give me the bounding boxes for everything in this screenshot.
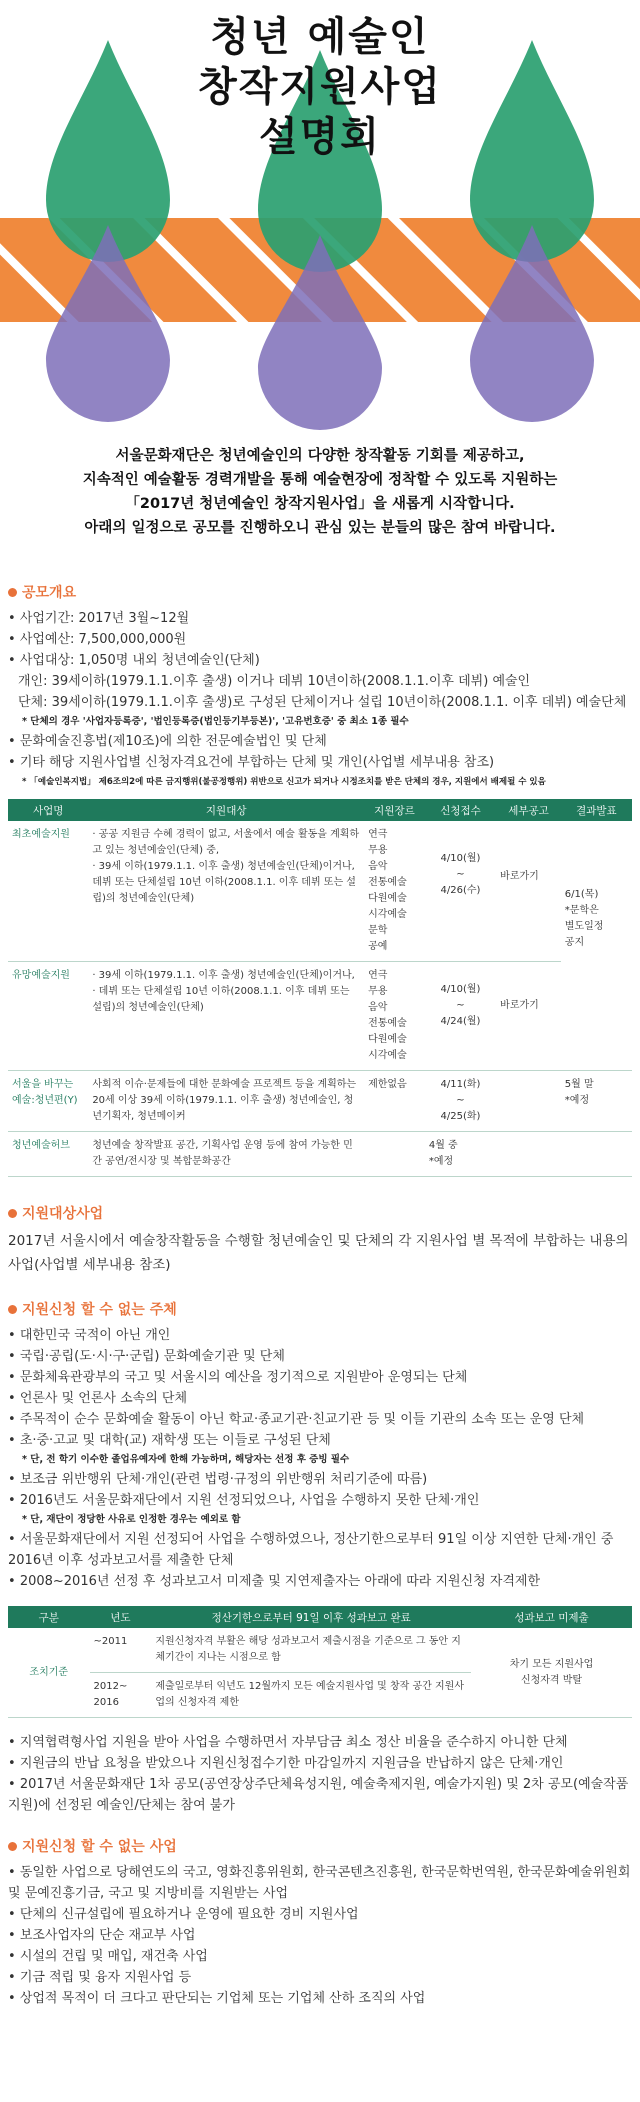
bullet-dot-icon [8,1842,17,1851]
list-item: • 2008~2016년 선정 후 성과보고서 미제출 및 지연제출자는 아래에 따라 지원신청 자격제한 [8,1574,541,1589]
table-header: 지원대상 [88,799,364,821]
note: * 단, 전 학기 이수한 졸업유예자에 한해 가능하며, 해당자는 선정 후 증빙 필수 [22,1454,350,1465]
table-header: 지원장르 [364,799,425,821]
title-line: 설명회 [259,114,381,160]
cell: 2012~ 2016 [90,1673,152,1718]
cell: 6/1(목) *문학은 별도일정 공지 [564,889,604,948]
note: * 단체의 경우 '사업자등록증', '법인등록증(법인등기부등본)', '고유번호증' 중 최소 1종 필수 [22,716,409,727]
list-item: • 서울문화재단에서 지원 선정되어 사업을 수행하였으나, 정산기한으로부터 91일 이상 지연한 단체·개인 중 2016년 이후 성과보고서를 제출한 단체 [8,1532,614,1568]
after-lines [0,1732,640,1816]
cell: 차기 모든 지원사업 신청자격 박탈 [471,1628,632,1718]
hero-title [0,12,640,162]
bullet-dot-icon [8,1209,17,1218]
cell: 제출일로부터 익년도 12월까지 모든 예술지원사업 및 창작 공간 지원사업의 신청자격 제한 [151,1673,471,1718]
list-item: • 대한민국 국적이 아닌 개인 [8,1328,171,1343]
section-title: 공모개요 [8,582,632,602]
title-line: 창작지원사업 [198,64,442,110]
excluded-section [0,1836,640,2009]
list-item: • 보조사업자의 단순 재교부 사업 [8,1928,196,1943]
cell: 유망예술지원 [8,962,88,1071]
cell: 최초예술지원 [8,821,88,962]
cell [561,962,632,1071]
cell: 4/11(화) ~ 4/25(화) [425,1071,496,1132]
list-item: 단체: 39세이하(1979.1.1.이후 출생)로 구성된 단체이거나 설립 10년이하(2008.1.1. 이후 데뷔) 예술단체 [18,695,627,710]
list-item: • 상업적 목적이 더 크다고 판단되는 기업체 또는 기업체 산하 조직의 사업 [8,1991,426,2006]
list-item: • 문화체육관광부의 국고 및 서울시의 예산을 정기적으로 지원받아 운영되는 단체 [8,1370,468,1385]
note: * 단, 재단이 정당한 사유로 인정한 경우는 예외로 함 [22,1514,241,1525]
cell: 4월 중 *예정 [425,1132,496,1177]
bullet-dot-icon [8,588,17,597]
cell: 4/10(월) ~ 4/24(월) [425,962,496,1071]
intro-line: 서울문화재단은 청년예술인의 다양한 창작활동 기회를 제공하고, [115,448,525,464]
cell: 5월 말 *예정 [561,1071,632,1132]
table-header: 신청접수 [425,799,496,821]
section-title: 지원대상사업 [8,1203,632,1223]
cell: 연극 무용 음악 전통예술 다원예술 시각예술 [364,962,425,1071]
hero-banner [0,0,640,440]
list-item: • 지원금의 반납 요청을 받았으나 지원신청접수기한 마감일까지 지원금을 반납하지 않은 단체·개인 [8,1756,564,1771]
list-item: • 문화예술진흥법(제10조)에 의한 전문예술법인 및 단체 [8,734,327,749]
table-row [8,1628,632,1673]
table-header: 구분 [8,1606,90,1628]
cell: 사회적 이슈·문제들에 대한 문화예술 프로젝트 등을 계획하는 20세 이상 39세 이하(1979.1.1. 이후 출생) 청년예술인, 청년기획자, 청년메이커 [88,1071,364,1132]
cell: 연극 무용 음악 전통예술 다원예술 시각예술 문학 공예 [364,821,425,962]
table-header: 사업명 [8,799,88,821]
list-item: • 2016년도 서울문화재단에서 지원 선정되었으나, 사업을 수행하지 못한 단체·개인 [8,1493,480,1508]
list-item: • 사업예산: 7,500,000,000원 [8,632,187,647]
list-item: • 사업대상: 1,050명 내외 청년예술인(단체) [8,653,260,668]
list-item: • 기타 해당 지원사업별 신청자격요건에 부합하는 단체 및 개인(사업별 세부내용 참조) [8,755,495,770]
notice-link[interactable]: 바로가기 [496,821,561,962]
table-row [8,1071,632,1132]
cell [364,1132,425,1177]
list-item: • 보조금 위반행위 단체·개인(관련 법령·규정의 위반행위 처리기준에 따름) [8,1472,428,1487]
overview-section [0,582,640,791]
list-item: 개인: 39세이하(1979.1.1.이후 출생) 이거나 데뷔 10년이하(2008.1.1.이후 데뷔) 예술인 [18,674,531,689]
list-item: • 시설의 건립 및 매입, 재건축 사업 [8,1949,208,1964]
list-item: • 언론사 및 언론사 소속의 단체 [8,1391,188,1406]
list-item: • 국립·공립(도·시·구·군립) 문화예술기관 및 단체 [8,1349,285,1364]
cell [561,1132,632,1177]
intro-text [0,444,640,540]
table-header: 정산기한으로부터 91일 이후 성과보고 완료 [151,1606,471,1628]
list-item: • 동일한 사업으로 당해연도의 국고, 영화진흥위원회, 한국콘텐츠진흥원, 한국문학번역원, 한국문화예술위원회 및 문예진흥기금, 국고 및 지방비를 지원받는 사업 [8,1865,631,1901]
table-row [8,1132,632,1177]
cell: · 39세 이하(1979.1.1. 이후 출생) 청년예술인(단체)이거나, · 데뷔 또는 단체설립 10년 이하(2008.1.1. 이후 데뷔 또는 설립)의 청년예술인(단체) [88,962,364,1071]
target-section [0,1203,640,1277]
intro-line: 「2017년 청년예술인 창작지원사업」을 새롭게 시작합니다. [125,496,515,512]
intro-line: 지속적인 예술활동 경력개발을 통해 예술현장에 정착할 수 있도록 지원하는 [82,472,558,488]
cell: 지원신청자격 부활은 해당 성과보고서 제출시점을 기준으로 그 동안 지체기간이 지나는 시점으로 함 [151,1628,471,1673]
paragraph: 2017년 서울시에서 예술창작활동을 수행할 청년예술인 및 단체의 각 지원사업 별 목적에 부합하는 내용의 사업(사업별 세부내용 참조) [8,1233,629,1273]
cell [496,1071,561,1132]
cell: 조치기준 [8,1628,90,1718]
table-header: 년도 [90,1606,152,1628]
cell: 제한없음 [364,1071,425,1132]
penalty-table [8,1606,632,1718]
program-table [8,799,632,1177]
list-item: • 기금 적립 및 융자 지원사업 등 [8,1970,192,1985]
section-title: 지원신청 할 수 없는 사업 [8,1836,632,1856]
cell: 청년예술 창작발표 공간, 기획사업 운영 등에 참여 가능한 민간 공연/전시장 및 복합문화공간 [88,1132,364,1177]
cell: 4/10(월) ~ 4/26(수) [425,821,496,962]
intro-line: 아래의 일정으로 공모를 진행하오니 관심 있는 분들의 많은 참여 바랍니다. [84,520,556,536]
table-header: 성과보고 미제출 [471,1606,632,1628]
table-row [8,821,632,962]
list-item: • 초·중·고교 및 대학(교) 재학생 또는 이들로 구성된 단체 [8,1433,331,1448]
table-header: 세부공고 [496,799,561,821]
table-row [8,962,632,1071]
bullet-dot-icon [8,1305,17,1314]
list-item: • 주목적이 순수 문화예술 활동이 아닌 학교·종교기관·친교기관 등 및 이들 기관의 소속 또는 운영 단체 [8,1412,585,1427]
note: * 「예술인복지법」 제6조의2에 따른 금지행위(불공정행위) 위반으로 신고가 되거나 시정조치를 받은 단체의 경우, 지원에서 배제될 수 있음 [22,777,546,787]
cell [496,1132,561,1177]
list-item: • 2017년 서울문화재단 1차 공모(공연장상주단체육성지원, 예술축제지원, 예술가지원) 및 2차 공모(예술작품지원)에 선정된 예술인/단체는 참여 불가 [8,1777,629,1813]
title-line: 청년 예술인 [210,14,430,60]
notice-link[interactable]: 바로가기 [496,962,561,1071]
list-item: • 단체의 신규설립에 필요하거나 운영에 필요한 경비 지원사업 [8,1907,359,1922]
table-header: 결과발표 [561,799,632,821]
cell: 서울을 바꾸는 예술:청년편(Y) [8,1071,88,1132]
cell: 청년예술허브 [8,1132,88,1177]
list-item: • 사업기간: 2017년 3월~12월 [8,611,190,626]
section-title: 지원신청 할 수 없는 주체 [8,1299,632,1319]
ineligible-section [0,1299,640,1592]
list-item: • 지역협력형사업 지원을 받아 사업을 수행하면서 자부담금 최소 정산 비율을 준수하지 아니한 단체 [8,1735,568,1750]
cell: ~2011 [90,1628,152,1673]
cell: · 공공 지원금 수혜 경력이 없고, 서울에서 예술 활동을 계획하고 있는 청년예술인(단체) 중, · 39세 이하(1979.1.1. 이후 출생) 청년예술인(단체)이거나, 데뷔 또는 단체설립 10년 이하(2008.1.1. 이후 데뷔 또는 설립)의 청년예술인(단체) [88,821,364,962]
